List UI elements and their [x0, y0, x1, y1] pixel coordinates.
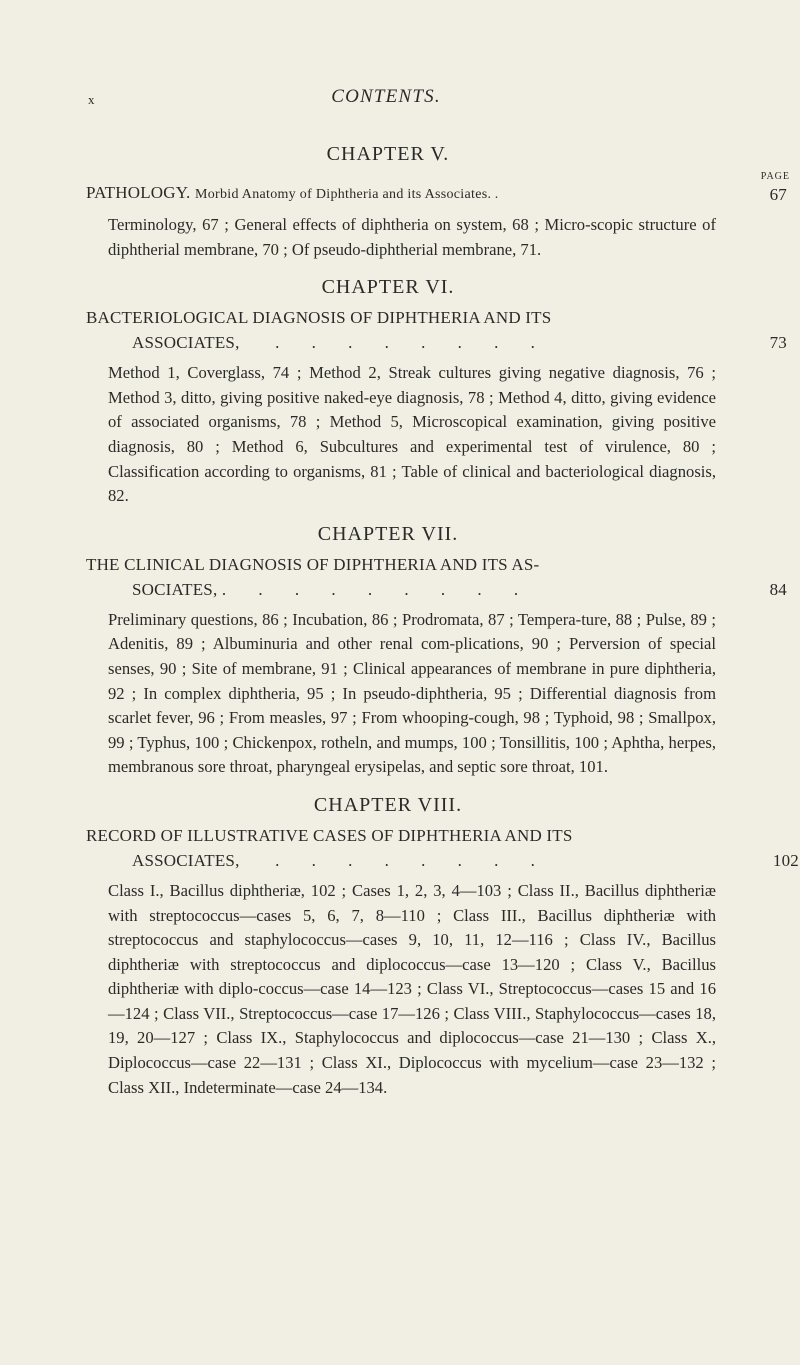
chapter-vi-entry	[86, 276, 787, 509]
chapter-heading: CHAPTER VIII.	[313, 793, 463, 816]
chapter-title	[86, 552, 787, 602]
chapter-title	[86, 180, 787, 207]
leader-dots: .	[491, 187, 499, 202]
chapter-title	[86, 305, 787, 355]
chapter-heading: CHAPTER VI.	[321, 276, 455, 299]
page-number-roman: x	[88, 92, 95, 107]
chapter-page-number: 102	[772, 850, 799, 870]
chapter-heading: CHAPTER VII.	[317, 522, 459, 545]
chapter-summary: Terminology, 67 ; General effects of diphtheria on system, 68 ; Micro-scopic structure of diphtherial membrane, 70 ; Of pseudo-diphtherial membrane, 71.	[108, 215, 716, 259]
chapter-summary: Class I., Bacillus diphtheriæ, 102 ; Cases 1, 2, 3, 4—103 ; Class II., Bacillus diphtheriæ with streptococcus—cases 5, 6, 7, 8—110 ; Class III., Bacillus diphtheriæ with streptococcus and staphylococcus—cases 9, 10, 11, 12—116 ; Class IV., Bacillus diphtheriæ with streptococcus and diplococcus—case 13—120 ; Class V., Bacillus diphtheriæ with diplo-coccus—case 14—123 ; Class VI., Streptococcus—cases 15 and 16—124 ; Class VII., Streptococcus—case 17—126 ; Class VIII., Staphylococcus—cases 18, 19, 20—127 ; Class IX., Staphylococcus and diplococcus—case 21—130 ; Class X., Diplococcus—case 22—131 ; Class XI., Diplococcus with mycelium—case 23—132 ; Class XII., Indeterminate—case 24—134.	[108, 880, 716, 1097]
chapter-title-subtitle: Morbid Anatomy of Diphtheria and its Associates.	[194, 187, 492, 202]
contents-body	[86, 143, 799, 1100]
chapter-vii-entry	[86, 522, 787, 780]
chapter-title-line-1: RECORD OF ILLUSTRATIVE CASES OF DIPHTHERIA AND ITS	[86, 825, 573, 845]
chapter-title-line-1: BACTERIOLOGICAL DIAGNOSIS OF DIPHTHERIA AND ITS	[86, 308, 552, 328]
leader-dots: . . . . . . . . .	[221, 579, 533, 599]
running-head	[86, 86, 800, 116]
chapter-title-line-2: SOCIATES,	[132, 579, 218, 599]
leader-dots: . . . . . . . .	[275, 850, 549, 870]
page-column-label: PAGE	[760, 171, 790, 182]
chapter-title-line-1: THE CLINICAL DIAGNOSIS OF DIPHTHERIA AND ITS AS-	[86, 554, 540, 574]
chapter-viii-entry	[86, 793, 799, 1100]
chapter-page-number: 67	[769, 185, 787, 204]
chapter-summary: Preliminary questions, 86 ; Incubation, 86 ; Prodromata, 87 ; Tempera-ture, 88 ; Pulse, 89 ; Adenitis, 89 ; Albuminuria and other renal com-plications, 90 ; Perversion of special senses, 90 ; Site of membrane, 91 ; Clinical appearances of membrane in pure diphtheria, 92 ; In complex diphtheria, 95 ; In pseudo-diphtheria, 95 ; Differential diagnosis from scarlet fever, 96 ; From measles, 97 ; From whooping-cough, 98 ; Typhoid, 98 ; Smallpox, 99 ; Typhus, 100 ; Chickenpox, rotheln, and mumps, 100 ; Tonsillitis, 100 ; Aphtha, herpes, membranous sore throat, pharyngeal erysipelas, and septic sore throat, 101.	[108, 609, 716, 777]
chapter-page-number: 73	[769, 333, 787, 353]
chapter-title-lead: PATHOLOGY.	[86, 183, 191, 202]
chapter-page-number: 84	[769, 579, 787, 599]
chapter-title-line-2: ASSOCIATES,	[132, 333, 240, 353]
chapter-title	[86, 823, 799, 873]
leader-dots: . . . . . . . .	[275, 333, 549, 353]
running-title: CONTENTS.	[331, 86, 441, 107]
chapter-v-entry	[86, 143, 790, 262]
chapter-heading: CHAPTER V.	[326, 143, 450, 165]
chapter-title-line-2: ASSOCIATES,	[132, 850, 240, 870]
chapter-summary: Method 1, Coverglass, 74 ; Method 2, Streak cultures giving negative diagnosis, 76 ; Method 3, ditto, giving positive naked-eye diagnosis, 78 ; Method 4, ditto, giving evidence of associated organisms, 78 ; Method 5, Microscopical examination, giving positive diagnosis, 80 ; Method 6, Subcultures and experimental test of virulence, 80 ; Classification according to organisms, 81 ; Table of clinical and bacteriological diagnosis, 82.	[108, 363, 716, 506]
